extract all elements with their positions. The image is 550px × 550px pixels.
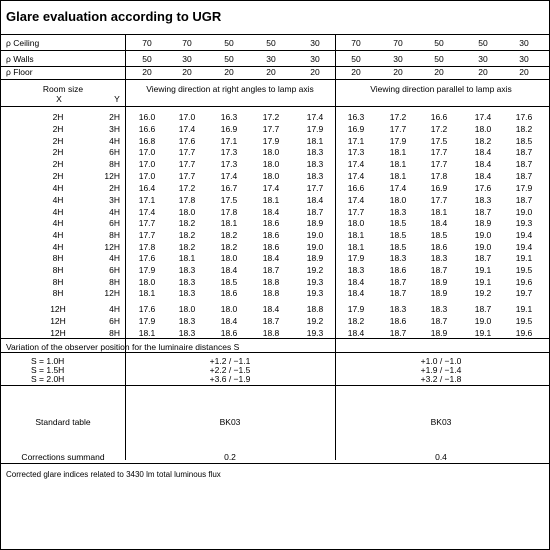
ugr-value-parallel: 17.6: [474, 183, 492, 193]
ugr-value-right: 17.8: [178, 194, 196, 205]
reflectance-value: 20: [434, 67, 444, 77]
reflectance-value: 50: [434, 54, 444, 64]
corrections-label: Corrections summand: [21, 452, 105, 462]
ugr-value-right: 17.1: [220, 135, 238, 146]
ugr-value-parallel: 18.3: [430, 253, 448, 263]
ugr-value-parallel: 18.7: [515, 147, 533, 158]
ugr-value-parallel: 18.7: [474, 206, 492, 217]
ugr-value-right: 19.3: [306, 288, 324, 299]
reflectance-value: 20: [351, 67, 361, 77]
ugr-value-parallel: 18.7: [515, 171, 533, 181]
ugr-value-right: 18.8: [262, 288, 280, 299]
ugr-value-right: 18.1: [138, 327, 156, 338]
section-divider: [0, 338, 550, 339]
room-x-cell: 2H: [52, 123, 64, 134]
ugr-value-parallel: 17.7: [430, 194, 448, 205]
reflectance-value: 20: [142, 67, 152, 77]
ugr-value-parallel: 19.1: [515, 253, 533, 263]
ugr-value-right: 18.8: [262, 276, 280, 287]
ugr-value-right: 18.0: [178, 304, 196, 314]
ugr-value-parallel: 19.0: [474, 230, 492, 241]
ugr-value-parallel: 18.0: [347, 218, 365, 229]
reflectance-value: 20: [393, 67, 403, 77]
ugr-value-right: 17.3: [220, 159, 238, 170]
reflectance-value: 30: [310, 38, 320, 48]
ugr-value-parallel: 17.9: [347, 253, 365, 263]
room-x-cell: 2H: [52, 159, 64, 170]
ugr-value-right: 17.7: [138, 230, 156, 241]
variation-label: Variation of the observer position for the luminaire distances S: [6, 342, 240, 352]
ugr-value-parallel: 19.7: [515, 288, 533, 299]
spacing-label: S = 1.0H: [31, 356, 65, 366]
room-y-cell: 8H: [109, 159, 120, 170]
ugr-value-parallel: 18.5: [389, 230, 407, 241]
ugr-value-parallel: 19.0: [515, 206, 533, 217]
ugr-value-right: 18.3: [306, 147, 324, 158]
ugr-value-right: 18.6: [220, 288, 238, 299]
header-divider: [0, 34, 550, 35]
ugr-value-right: 18.2: [178, 218, 196, 229]
reflectance-value: 50: [434, 38, 444, 48]
ugr-value-parallel: 17.9: [515, 183, 533, 193]
reflectance-value: 20: [182, 67, 192, 77]
ugr-value-right: 18.0: [178, 206, 196, 217]
ugr-value-right: 17.9: [138, 315, 156, 326]
ugr-value-parallel: 17.3: [347, 147, 365, 158]
reflectance-value: 70: [393, 38, 403, 48]
room-y-cell: 12H: [104, 171, 120, 181]
ugr-value-right: 17.0: [138, 159, 156, 170]
column-divider: [335, 34, 336, 460]
ugr-value-right: 16.9: [220, 123, 238, 134]
ugr-value-right: 16.4: [138, 183, 156, 193]
ugr-value-parallel: 16.3: [347, 112, 365, 122]
ugr-value-right: 16.3: [220, 112, 238, 122]
variation-right: +2.2 / −1.5: [209, 365, 251, 375]
ugr-value-right: 19.0: [306, 230, 324, 241]
ugr-value-parallel: 19.1: [474, 264, 492, 275]
ugr-value-parallel: 18.4: [347, 327, 365, 338]
ugr-value-right: 19.3: [306, 327, 324, 338]
ugr-value-right: 18.2: [220, 230, 238, 241]
spacing-label: S = 1.5H: [31, 365, 65, 375]
room-x-cell: 12H: [50, 315, 66, 326]
room-y-cell: 3H: [109, 123, 120, 134]
ugr-value-right: 18.1: [306, 135, 324, 146]
ugr-value-parallel: 18.9: [474, 218, 492, 229]
ugr-value-parallel: 17.7: [389, 123, 407, 134]
ugr-value-right: 18.4: [306, 194, 324, 205]
room-y-cell: 3H: [109, 194, 120, 205]
ugr-value-parallel: 18.9: [430, 276, 448, 287]
ugr-value-parallel: 16.6: [430, 112, 448, 122]
variation-right: +3.6 / −1.9: [209, 374, 251, 384]
ugr-value-right: 18.1: [220, 218, 238, 229]
reflectance-value: 30: [478, 54, 488, 64]
ugr-value-right: 18.7: [262, 315, 280, 326]
ugr-value-right: 18.4: [262, 253, 280, 263]
header-divider: [0, 106, 550, 107]
ugr-value-right: 17.3: [220, 147, 238, 158]
ugr-value-parallel: 18.7: [430, 264, 448, 275]
ugr-value-parallel: 17.5: [430, 135, 448, 146]
room-x-cell: 4H: [52, 242, 64, 252]
ugr-value-parallel: 18.7: [474, 253, 492, 263]
ugr-value-right: 17.2: [178, 183, 196, 193]
room-x-cell: 8H: [52, 253, 64, 263]
ugr-value-parallel: 18.6: [389, 264, 407, 275]
ugr-value-right: 18.0: [220, 304, 238, 314]
ugr-value-right: 18.6: [262, 242, 280, 252]
reflectance-value: 30: [310, 54, 320, 64]
ugr-value-right: 17.1: [138, 194, 156, 205]
ugr-value-parallel: 17.7: [430, 147, 448, 158]
ugr-value-right: 17.4: [262, 183, 280, 193]
ugr-value-right: 18.3: [178, 288, 196, 299]
room-y-cell: 6H: [109, 264, 120, 275]
ugr-value-right: 18.2: [178, 242, 196, 252]
room-size-label: Room size: [42, 84, 84, 94]
ugr-value-parallel: 18.1: [389, 147, 407, 158]
ugr-value-parallel: 17.7: [430, 159, 448, 170]
section-divider: [0, 385, 550, 386]
reflectance-value: 50: [142, 54, 152, 64]
ugr-value-right: 17.8: [220, 206, 238, 217]
ugr-value-right: 18.9: [306, 253, 324, 263]
ugr-value-parallel: 18.6: [389, 315, 407, 326]
room-y-cell: 6H: [109, 218, 120, 229]
ugr-value-right: 17.7: [178, 147, 196, 158]
room-x-cell: 2H: [52, 112, 64, 122]
ugr-value-parallel: 19.4: [515, 230, 533, 241]
ugr-value-right: 17.7: [262, 123, 280, 134]
footnote: Corrected glare indices related to 3430 lm total luminous flux: [6, 470, 221, 479]
room-y-cell: 8H: [109, 276, 120, 287]
ugr-value-parallel: 18.1: [430, 206, 448, 217]
ugr-value-parallel: 19.6: [515, 276, 533, 287]
reflectance-value: 50: [224, 38, 234, 48]
ugr-value-right: 17.0: [178, 112, 196, 122]
ugr-value-right: 16.6: [138, 123, 156, 134]
ugr-value-parallel: 19.5: [515, 315, 533, 326]
ugr-value-parallel: 18.0: [474, 123, 492, 134]
standard-table-label: Standard table: [35, 417, 91, 427]
ugr-value-parallel: 19.1: [515, 304, 533, 314]
room-x-cell: 4H: [52, 206, 64, 217]
ugr-value-parallel: 17.2: [389, 112, 407, 122]
ugr-value-right: 18.5: [220, 276, 238, 287]
ugr-value-right: 17.7: [306, 183, 324, 193]
ugr-value-right: 17.4: [306, 112, 324, 122]
ugr-value-right: 19.0: [306, 242, 324, 252]
ugr-value-parallel: 17.4: [347, 159, 365, 170]
ugr-value-parallel: 18.3: [389, 253, 407, 263]
ugr-value-right: 18.3: [178, 327, 196, 338]
ugr-value-parallel: 18.4: [474, 159, 492, 170]
ugr-value-right: 18.9: [306, 218, 324, 229]
ugr-value-parallel: 18.1: [389, 159, 407, 170]
reflectance-label: ρ Ceiling: [6, 38, 40, 48]
corrections-right: 0.2: [224, 452, 236, 462]
ugr-value-right: 18.0: [220, 253, 238, 263]
ugr-value-parallel: 17.9: [347, 304, 365, 314]
room-y-cell: 6H: [109, 147, 120, 158]
ugr-value-parallel: 18.4: [347, 276, 365, 287]
room-size-y-label: Y: [114, 94, 120, 104]
ugr-value-right: 17.7: [178, 159, 196, 170]
ugr-value-right: 18.1: [262, 194, 280, 205]
variation-right: +1.2 / −1.1: [209, 356, 251, 366]
ugr-value-right: 18.4: [220, 264, 238, 275]
ugr-value-right: 18.3: [178, 276, 196, 287]
room-y-cell: 6H: [109, 315, 120, 326]
room-x-cell: 8H: [52, 276, 64, 287]
ugr-value-parallel: 19.2: [474, 288, 492, 299]
ugr-value-right: 17.4: [220, 171, 238, 181]
reflectance-label: ρ Walls: [6, 54, 34, 64]
ugr-value-right: 17.4: [178, 123, 196, 134]
reflectance-label: ρ Floor: [6, 67, 33, 77]
room-y-cell: 8H: [109, 230, 120, 241]
ugr-value-right: 19.3: [306, 276, 324, 287]
ugr-value-parallel: 18.9: [430, 288, 448, 299]
reflectance-value: 20: [310, 67, 320, 77]
room-y-cell: 4H: [109, 206, 120, 217]
ugr-value-parallel: 18.5: [389, 242, 407, 252]
section-divider: [0, 463, 550, 464]
ugr-value-parallel: 18.7: [515, 159, 533, 170]
ugr-value-right: 17.9: [306, 123, 324, 134]
room-y-cell: 12H: [104, 288, 120, 299]
reflectance-value: 30: [266, 54, 276, 64]
ugr-value-parallel: 19.1: [474, 276, 492, 287]
spacing-label: S = 2.0H: [31, 374, 65, 384]
ugr-value-parallel: 18.7: [430, 315, 448, 326]
page-title: Glare evaluation according to UGR: [6, 9, 222, 24]
ugr-value-right: 18.0: [138, 276, 156, 287]
room-x-cell: 12H: [50, 304, 66, 314]
ugr-value-right: 17.6: [138, 304, 156, 314]
room-size-x-label: X: [56, 94, 62, 104]
ugr-value-right: 18.3: [306, 159, 324, 170]
ugr-value-parallel: 17.4: [389, 183, 407, 193]
ugr-value-parallel: 18.9: [430, 327, 448, 338]
ugr-value-parallel: 18.6: [430, 242, 448, 252]
ugr-value-parallel: 17.6: [515, 112, 533, 122]
reflectance-value: 30: [182, 54, 192, 64]
standard-table-right: BK03: [219, 417, 241, 427]
room-y-cell: 2H: [109, 183, 120, 193]
room-x-cell: 4H: [52, 183, 64, 193]
ugr-value-parallel: 18.0: [389, 194, 407, 205]
room-x-cell: 2H: [52, 171, 64, 181]
standard-table-parallel: BK03: [430, 417, 452, 427]
ugr-value-right: 19.2: [306, 315, 324, 326]
column-divider: [125, 34, 126, 460]
variation-parallel: +1.9 / −1.4: [420, 365, 462, 375]
room-y-cell: 4H: [109, 304, 120, 314]
ugr-value-parallel: 17.1: [347, 135, 365, 146]
ugr-value-right: 18.3: [306, 171, 324, 181]
ugr-value-parallel: 18.7: [474, 304, 492, 314]
ugr-value-right: 17.6: [138, 253, 156, 263]
section-divider: [0, 352, 550, 353]
ugr-value-parallel: 19.3: [515, 218, 533, 229]
ugr-value-right: 18.6: [262, 218, 280, 229]
row-divider: [0, 50, 550, 51]
ugr-value-parallel: 16.9: [430, 183, 448, 193]
ugr-value-parallel: 17.4: [347, 194, 365, 205]
ugr-value-right: 18.0: [262, 171, 280, 181]
ugr-value-right: 17.9: [138, 264, 156, 275]
ugr-value-parallel: 19.1: [474, 327, 492, 338]
ugr-value-right: 16.7: [220, 183, 238, 193]
reflectance-value: 70: [182, 38, 192, 48]
reflectance-value: 30: [519, 54, 529, 64]
reflectance-value: 50: [224, 54, 234, 64]
room-x-cell: 12H: [50, 327, 66, 338]
ugr-value-parallel: 18.4: [347, 288, 365, 299]
ugr-value-parallel: 18.7: [515, 194, 533, 205]
ugr-value-right: 17.2: [262, 112, 280, 122]
ugr-value-parallel: 18.2: [347, 315, 365, 326]
ugr-value-right: 17.6: [178, 135, 196, 146]
room-y-cell: 8H: [109, 327, 120, 338]
ugr-value-parallel: 18.7: [389, 327, 407, 338]
variation-parallel: +3.2 / −1.8: [420, 374, 462, 384]
room-y-cell: 2H: [109, 112, 120, 122]
ugr-value-right: 18.1: [178, 253, 196, 263]
ugr-value-parallel: 18.3: [389, 206, 407, 217]
ugr-value-right: 18.4: [262, 304, 280, 314]
right-angle-header: Viewing direction at right angles to lamp axis: [146, 84, 314, 94]
ugr-value-parallel: 18.3: [347, 264, 365, 275]
ugr-value-right: 16.8: [138, 135, 156, 146]
ugr-value-right: 18.4: [262, 206, 280, 217]
room-x-cell: 8H: [52, 288, 64, 299]
reflectance-value: 20: [519, 67, 529, 77]
ugr-value-parallel: 16.9: [347, 123, 365, 134]
ugr-value-parallel: 19.6: [515, 327, 533, 338]
ugr-value-parallel: 17.4: [347, 171, 365, 181]
reflectance-value: 20: [224, 67, 234, 77]
reflectance-value: 70: [351, 38, 361, 48]
ugr-value-right: 18.8: [262, 327, 280, 338]
ugr-value-parallel: 19.0: [474, 315, 492, 326]
ugr-value-right: 18.8: [306, 304, 324, 314]
parallel-header: Viewing direction parallel to lamp axis: [370, 84, 512, 94]
room-y-cell: 4H: [109, 253, 120, 263]
room-x-cell: 4H: [52, 194, 64, 205]
ugr-value-parallel: 18.4: [430, 218, 448, 229]
ugr-value-right: 18.4: [220, 315, 238, 326]
reflectance-value: 50: [351, 54, 361, 64]
reflectance-value: 20: [478, 67, 488, 77]
ugr-value-right: 18.6: [262, 230, 280, 241]
ugr-value-parallel: 17.2: [430, 123, 448, 134]
ugr-value-parallel: 17.7: [347, 206, 365, 217]
ugr-value-right: 18.0: [262, 159, 280, 170]
corrections-parallel: 0.4: [435, 452, 447, 462]
room-x-cell: 4H: [52, 230, 64, 241]
reflectance-value: 70: [142, 38, 152, 48]
room-x-cell: 4H: [52, 218, 64, 229]
ugr-value-parallel: 18.4: [474, 147, 492, 158]
reflectance-value: 50: [478, 38, 488, 48]
ugr-value-parallel: 18.3: [389, 304, 407, 314]
ugr-value-parallel: 18.1: [347, 242, 365, 252]
ugr-value-right: 19.2: [306, 264, 324, 275]
ugr-value-parallel: 17.4: [474, 112, 492, 122]
reflectance-value: 20: [266, 67, 276, 77]
ugr-value-parallel: 18.1: [347, 230, 365, 241]
room-x-cell: 8H: [52, 264, 64, 275]
ugr-value-right: 17.7: [178, 171, 196, 181]
ugr-value-right: 17.5: [220, 194, 238, 205]
ugr-value-parallel: 18.5: [430, 230, 448, 241]
ugr-value-right: 18.3: [178, 264, 196, 275]
ugr-value-parallel: 18.4: [474, 171, 492, 181]
reflectance-value: 30: [393, 54, 403, 64]
ugr-value-right: 16.0: [138, 112, 156, 122]
ugr-value-right: 18.7: [262, 264, 280, 275]
ugr-value-right: 17.0: [138, 147, 156, 158]
reflectance-value: 30: [519, 38, 529, 48]
room-y-cell: 4H: [109, 135, 120, 146]
ugr-value-parallel: 18.7: [389, 288, 407, 299]
ugr-value-right: 17.8: [138, 242, 156, 252]
ugr-value-parallel: 17.9: [389, 135, 407, 146]
ugr-value-parallel: 18.2: [515, 123, 533, 134]
ugr-value-right: 18.2: [178, 230, 196, 241]
ugr-value-right: 18.1: [138, 288, 156, 299]
ugr-value-right: 18.0: [262, 147, 280, 158]
reflectance-value: 50: [266, 38, 276, 48]
ugr-value-parallel: 16.6: [347, 183, 365, 193]
ugr-value-parallel: 19.5: [515, 264, 533, 275]
room-y-cell: 12H: [104, 242, 120, 252]
ugr-value-right: 18.7: [306, 206, 324, 217]
variation-parallel: +1.0 / −1.0: [420, 356, 462, 366]
ugr-value-parallel: 18.3: [430, 304, 448, 314]
ugr-value-parallel: 17.8: [430, 171, 448, 181]
ugr-value-parallel: 18.5: [515, 135, 533, 146]
row-divider: [0, 79, 550, 80]
ugr-value-right: 17.4: [138, 206, 156, 217]
ugr-value-parallel: 18.3: [474, 194, 492, 205]
room-x-cell: 2H: [52, 135, 64, 146]
ugr-value-right: 18.3: [178, 315, 196, 326]
ugr-value-parallel: 18.1: [389, 171, 407, 181]
ugr-value-right: 18.6: [220, 327, 238, 338]
ugr-value-parallel: 18.2: [474, 135, 492, 146]
ugr-value-right: 17.7: [138, 218, 156, 229]
ugr-value-parallel: 18.5: [389, 218, 407, 229]
ugr-value-parallel: 19.0: [474, 242, 492, 252]
ugr-value-right: 17.9: [262, 135, 280, 146]
ugr-value-parallel: 19.4: [515, 242, 533, 252]
room-x-cell: 2H: [52, 147, 64, 158]
ugr-value-right: 17.0: [138, 171, 156, 181]
ugr-value-parallel: 18.7: [389, 276, 407, 287]
ugr-value-right: 18.2: [220, 242, 238, 252]
